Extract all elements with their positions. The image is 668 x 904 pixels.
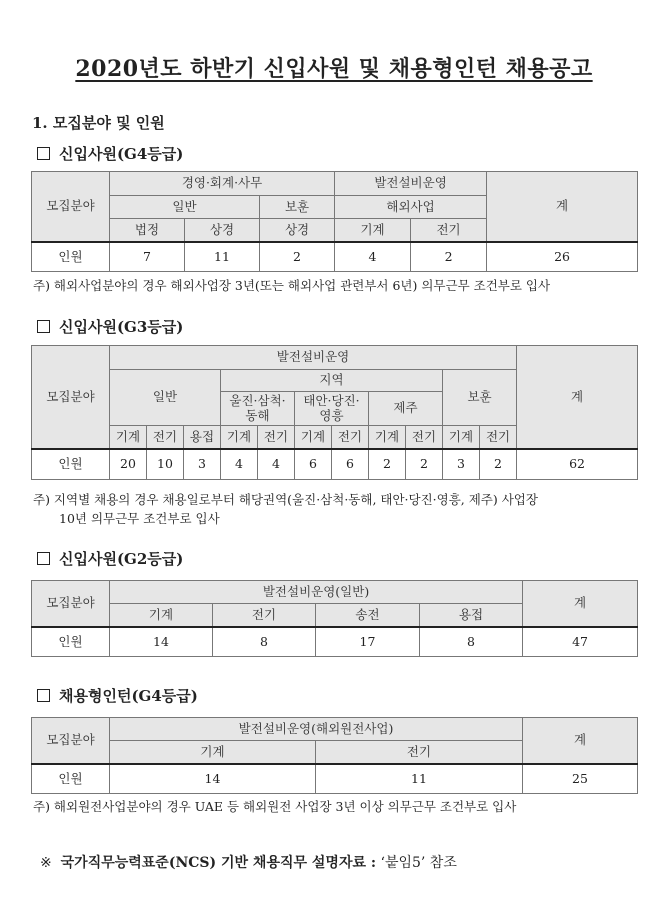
section-title-text: 신입사원(G3등급)	[59, 318, 184, 336]
reference-target: ‘붙임5’ 참조	[380, 855, 457, 871]
table-cell: 11	[185, 242, 260, 272]
section-title-text: 신입사원(G2등급)	[59, 550, 184, 568]
total-cell: 62	[517, 449, 638, 480]
table-cell: 14	[110, 627, 213, 657]
table-cell: 6	[295, 449, 332, 480]
footnote-line: 10년 의무근무 조건부로 입사	[59, 511, 220, 526]
footnote: 주) 해외사업분야의 경우 해외사업장 3년(또는 해외사업 관련부서 6년) 의무근무 조건부로 입사	[33, 278, 551, 293]
total-cell: 25	[523, 764, 638, 794]
field-label: 모집분야	[32, 581, 110, 627]
section-title-intern	[37, 685, 198, 706]
table-cell: 17	[316, 627, 420, 657]
table-cell: 2	[260, 242, 335, 272]
group-header: 발전설비운영(해외원전사업)	[110, 718, 523, 741]
row-label: 인원	[32, 242, 110, 272]
section-title-g3	[37, 316, 183, 337]
row-label: 인원	[32, 449, 110, 480]
table-intern	[31, 717, 638, 794]
region-header: 울진·삼척·동해	[221, 392, 295, 426]
subgroup-header: 해외사업	[335, 196, 487, 219]
table-cell: 2	[369, 449, 406, 480]
table-cell: 11	[316, 764, 523, 794]
subgroup-header: 보훈	[443, 370, 517, 426]
total-cell: 26	[487, 242, 638, 272]
column-header: 전기	[258, 426, 295, 449]
section-title-text: 신입사원(G4등급)	[59, 145, 184, 163]
table-g3	[31, 345, 638, 480]
table-cell: 20	[110, 449, 147, 480]
field-label: 모집분야	[32, 346, 110, 449]
column-header: 전기	[316, 741, 523, 764]
column-header: 법정	[110, 219, 185, 242]
subgroup-header: 일반	[110, 196, 260, 219]
section-title-g2	[37, 548, 183, 569]
table-cell: 14	[110, 764, 316, 794]
total-label: 계	[517, 346, 638, 449]
column-header: 전기	[213, 604, 316, 627]
footnote-line: 주) 지역별 채용의 경우 채용일로부터 해당권역(울진·삼척·동해, 태안·당진·영흥, 제주) 사업장	[33, 492, 538, 507]
table-cell: 4	[258, 449, 295, 480]
column-header: 전기	[480, 426, 517, 449]
column-header: 용접	[184, 426, 221, 449]
checkbox-square-icon	[37, 147, 50, 160]
field-label: 모집분야	[32, 172, 110, 242]
column-header: 기계	[110, 741, 316, 764]
section-title-g4	[37, 143, 183, 164]
field-label: 모집분야	[32, 718, 110, 764]
column-header: 전기	[406, 426, 443, 449]
table-cell: 4	[221, 449, 258, 480]
column-header: 기계	[335, 219, 411, 242]
group-header: 경영·회계·사무	[110, 172, 335, 196]
total-label: 계	[487, 172, 638, 242]
column-header: 전기	[147, 426, 184, 449]
table-cell: 6	[332, 449, 369, 480]
table-g2	[31, 580, 638, 657]
table-cell: 7	[110, 242, 185, 272]
column-header: 기계	[110, 604, 213, 627]
ncs-reference	[40, 852, 457, 872]
checkbox-square-icon	[37, 552, 50, 565]
page-title: 2020년도 하반기 신입사원 및 채용형인턴 채용공고	[75, 56, 593, 82]
table-cell: 2	[411, 242, 487, 272]
row-label: 인원	[32, 627, 110, 657]
table-g4	[31, 171, 638, 272]
region-header: 제주	[369, 392, 443, 426]
column-header: 기계	[295, 426, 332, 449]
table-cell: 8	[420, 627, 523, 657]
column-header: 기계	[110, 426, 147, 449]
reference-label: 국가직무능력표준(NCS) 기반 채용직무 설명자료 :	[60, 855, 377, 871]
region-header: 태안·당진·영흥	[295, 392, 369, 426]
table-cell: 10	[147, 449, 184, 480]
table-cell: 2	[406, 449, 443, 480]
column-header: 기계	[221, 426, 258, 449]
section-title-text: 채용형인턴(G4등급)	[59, 687, 198, 705]
group-header: 발전설비운영	[110, 346, 517, 370]
column-header: 용접	[420, 604, 523, 627]
footnote: 주) 해외원전사업분야의 경우 UAE 등 해외원전 사업장 3년 이상 의무근무 조건부로 입사	[33, 799, 517, 814]
group-header: 발전설비운영	[335, 172, 487, 196]
column-header: 기계	[443, 426, 480, 449]
total-cell: 47	[523, 627, 638, 657]
reference-mark: ※	[40, 855, 52, 871]
column-header: 상경	[185, 219, 260, 242]
footnote	[33, 490, 643, 528]
table-cell: 3	[443, 449, 480, 480]
column-header: 전기	[411, 219, 487, 242]
total-label: 계	[523, 718, 638, 764]
subgroup-header: 일반	[110, 370, 221, 426]
column-header: 기계	[369, 426, 406, 449]
checkbox-square-icon	[37, 320, 50, 333]
subgroup-header: 지역	[221, 370, 443, 392]
column-header: 송전	[316, 604, 420, 627]
subgroup-header: 보훈	[260, 196, 335, 219]
table-cell: 2	[480, 449, 517, 480]
table-cell: 8	[213, 627, 316, 657]
section-heading: 1. 모집분야 및 인원	[32, 114, 165, 132]
table-cell: 4	[335, 242, 411, 272]
group-header: 발전설비운영(일반)	[110, 581, 523, 604]
table-cell: 3	[184, 449, 221, 480]
column-header: 상경	[260, 219, 335, 242]
total-label: 계	[523, 581, 638, 627]
column-header: 전기	[332, 426, 369, 449]
row-label: 인원	[32, 764, 110, 794]
checkbox-square-icon	[37, 689, 50, 702]
